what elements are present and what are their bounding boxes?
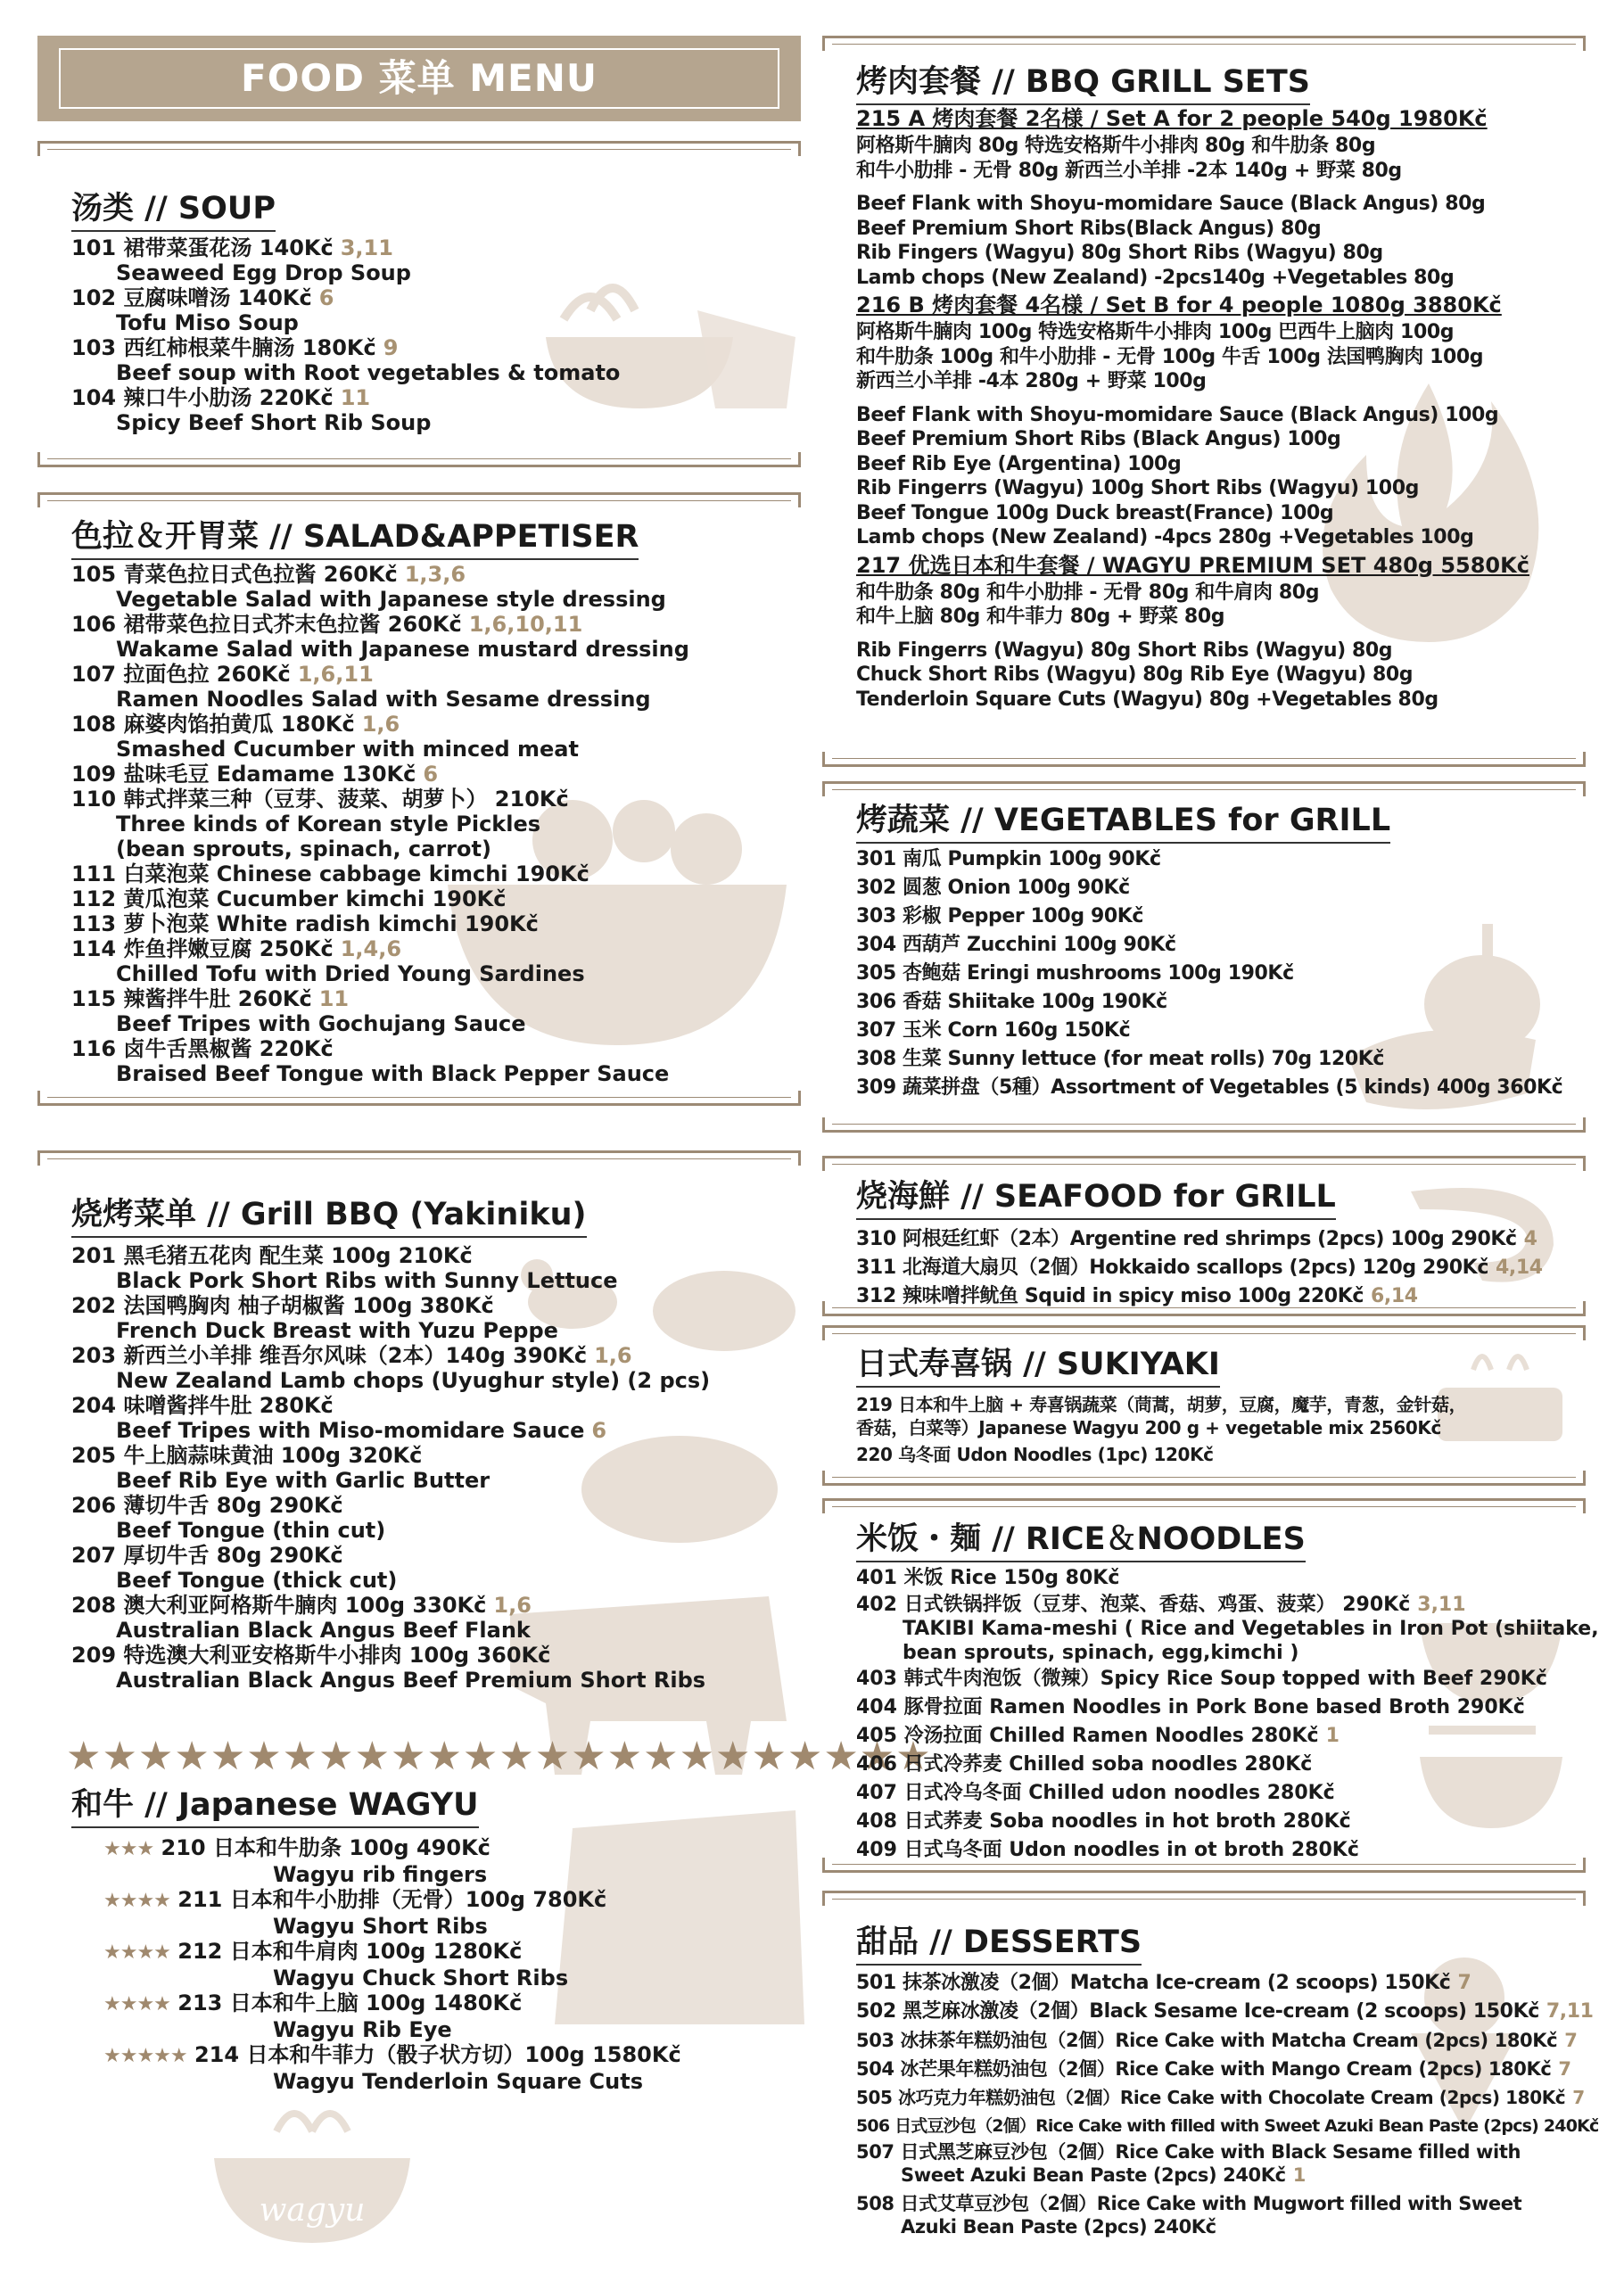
menu-item: 209 特选澳大利亚安格斯牛小排肉 100g 360Kč Australian Black Angus Beef Premium Short Ribs bbox=[71, 1643, 706, 1693]
menu-item: 110 韩式拌菜三种（豆芽、菠菜、胡萝卜） 210Kč Three kinds of Korean style Pickles (bean sprouts, spinach, carrot) bbox=[71, 787, 569, 861]
menu-item: 302 圆葱 Onion 100g 90Kč bbox=[856, 877, 1130, 899]
set-line: Beef Tongue 100g Duck breast(France) 100g bbox=[856, 501, 1334, 524]
rating-stars: ★★★★★ bbox=[103, 2045, 187, 2067]
menu-item: 303 彩椒 Pepper 100g 90Kč bbox=[856, 905, 1144, 927]
sukiyaki-list bbox=[856, 1393, 1568, 1470]
set-line: 和牛肋条 80g 和牛小肋排 - 无骨 80g 和牛肩肉 80g bbox=[856, 581, 1320, 604]
seafood-title: 烧海鮮 // SEAFOOD for GRILL bbox=[856, 1172, 1336, 1220]
menu-item: 204 味噌酱拌牛肚 280Kč Beef Tripes with Miso-momidare Sauce 6 bbox=[71, 1393, 607, 1443]
menu-item: 502 黑芝麻冰激凌（2個）Black Sesame Ice-cream (2 scoops) 150Kč 7,11 bbox=[856, 2000, 1594, 2023]
menu-item: 507 日式黑芝麻豆沙包（2個）Rice Cake with Black Sesame filled with Sweet Azuki Bean Paste (2pcs) 240Kč 1 bbox=[856, 2141, 1521, 2186]
rice-list bbox=[856, 1564, 1599, 1865]
vegetables-list bbox=[856, 845, 1568, 1102]
menu-item: 香菇，白菜等）Japanese Wagyu 200 g + vegetable mix 2560Kč bbox=[856, 1417, 1441, 1438]
set-line: 阿格斯牛腩肉 100g 特选安格斯牛小排肉 100g 巴西牛上脑肉 100g bbox=[856, 321, 1455, 343]
set-line: Rib Fingerrs (Wagyu) 100g Short Ribs (Wagyu) 100g bbox=[856, 477, 1419, 499]
page-title: FOOD 菜单 MENU bbox=[241, 56, 598, 100]
menu-item: ★★★ 210 日本和牛肋条 100g 490Kč Wagyu rib fingers bbox=[103, 1835, 490, 1887]
menu-item: 503 冰抹茶年糕奶油包（2個）Rice Cake with Matcha Cream (2pcs) 180Kč 7 bbox=[856, 2030, 1578, 2051]
rating-stars: ★★★★ bbox=[103, 1941, 170, 1964]
set-line: Rib Fingers (Wagyu) 80g Short Ribs (Wagyu) 80g bbox=[856, 242, 1383, 264]
bbq-sets-list bbox=[856, 103, 1568, 712]
set-line: 和牛肋条 100g 和牛小肋排 - 无骨 100g 牛舌 100g 法国鸭胸肉 100g bbox=[856, 345, 1484, 368]
bbq-sets-section bbox=[822, 36, 1586, 767]
desserts-title: 甜品 // DESSERTS bbox=[856, 1917, 1142, 1966]
set-line: 和牛上脑 80g 和牛菲力 80g + 野菜 80g bbox=[856, 606, 1225, 628]
menu-item: 113 萝卜泡菜 White radish kimchi 190Kč bbox=[71, 911, 539, 936]
soup-list bbox=[71, 235, 783, 435]
menu-item: 508 日式艾草豆沙包（2個）Rice Cake with Mugwort filled with Sweet Azuki Bean Paste (2pcs) 240Kč bbox=[856, 2193, 1522, 2238]
menu-item: 404 豚骨拉面 Ramen Noodles in Pork Bone based Broth 290Kč bbox=[856, 1696, 1525, 1718]
menu-item: 206 薄切牛舌 80g 290Kč Beef Tongue (thin cut) bbox=[71, 1493, 386, 1543]
set-header: 215 A 烤肉套餐 2名様 / Set A for 2 people 540g 1980Kč bbox=[856, 106, 1488, 131]
set-header: 217 优选日本和牛套餐 / WAGYU PREMIUM SET 480g 5580Kč bbox=[856, 552, 1529, 578]
salad-section bbox=[37, 492, 801, 1106]
menu-item: ★★★★★ 214 日本和牛菲力（骰子状方切）100g 1580Kč Wagyu Tenderloin Square Cuts bbox=[103, 2042, 681, 2094]
set-line: 新西兰小羊排 -4本 280g + 野菜 100g bbox=[856, 370, 1207, 392]
menu-item: 504 冰芒果年糕奶油包（2個）Rice Cake with Mango Cream (2pcs) 180Kč 7 bbox=[856, 2058, 1571, 2080]
menu-item: 309 蔬菜拼盘（5種）Assortment of Vegetables (5 kinds) 400g 360Kč bbox=[856, 1076, 1563, 1099]
set-line: Lamb chops (New Zealand) -4pcs 280g +Vegetables 100g bbox=[856, 526, 1474, 548]
menu-item: 107 拉面色拉 260Kč 1,6,11 Ramen Noodles Salad with Sesame dressing bbox=[71, 662, 651, 712]
menu-item: ★★★★ 212 日本和牛肩肉 100g 1280Kč Wagyu Chuck Short Ribs bbox=[103, 1939, 569, 1990]
wagyu-list bbox=[103, 1835, 781, 2094]
menu-item: 115 辣酱拌牛肚 260Kč 11 Beef Tripes with Gochujang Sauce bbox=[71, 986, 526, 1036]
star-divider: ★★★★★★★★★★★★★★★★★★★★★★★★ bbox=[66, 1734, 932, 1779]
rice-section bbox=[822, 1498, 1599, 1873]
menu-item: 114 炸鱼拌嫩豆腐 250Kč 1,4,6 Chilled Tofu with Dried Young Sardines bbox=[71, 936, 585, 986]
rice-title: 米饭・麺 // RICE＆NOODLES bbox=[856, 1514, 1306, 1562]
menu-item: 104 辣口牛小肋汤 220Kč 11 Spicy Beef Short Rib Soup bbox=[71, 385, 432, 435]
set-line: Rib Fingerrs (Wagyu) 80g Short Ribs (Wagyu) 80g bbox=[856, 639, 1393, 662]
menu-item: 307 玉米 Corn 160g 150Kč bbox=[856, 1019, 1131, 1042]
menu-item: 407 日式冷乌冬面 Chilled udon noodles 280Kč bbox=[856, 1782, 1335, 1804]
menu-item: 108 麻婆肉馅拍黄瓜 180Kč 1,6 Smashed Cucumber with minced meat bbox=[71, 712, 579, 762]
menu-item: 311 北海道大扇贝（2個）Hokkaido scallops (2pcs) 120g 290Kč 4,14 bbox=[856, 1257, 1543, 1279]
menu-item: 304 西葫芦 Zucchini 100g 90Kč bbox=[856, 934, 1176, 956]
menu-item: 408 日式荞麦 Soba noodles in hot broth 280Kč bbox=[856, 1810, 1351, 1833]
menu-item: 506 日式豆沙包（2個）Rice Cake with filled with Sweet Azuki Bean Paste (2pcs) 240Kč bbox=[856, 2116, 1599, 2136]
vegetables-title: 烤蔬菜 // VEGETABLES for GRILL bbox=[856, 795, 1390, 844]
soup-title: 汤类 // SOUP bbox=[71, 184, 276, 232]
menu-item: 102 豆腐味噌汤 140Kč 6 Tofu Miso Soup bbox=[71, 285, 334, 335]
set-line: 阿格斯牛腩肉 80g 特选安格斯牛小排肉 80g 和牛肋条 80g bbox=[856, 135, 1376, 157]
menu-item: 105 青菜色拉日式色拉酱 260Kč 1,3,6 Vegetable Salad with Japanese style dressing bbox=[71, 562, 666, 612]
set-line: Beef Premium Short Ribs(Black Angus) 80g bbox=[856, 217, 1322, 240]
grill-title: 烧烤菜单 // Grill BBQ (Yakiniku) bbox=[71, 1190, 587, 1238]
bbq-sets-title: 烤肉套餐 // BBQ GRILL SETS bbox=[856, 57, 1310, 105]
set-line: Tenderloin Square Cuts (Wagyu) 80g +Vegetables 80g bbox=[856, 688, 1439, 711]
vegetables-section bbox=[822, 781, 1586, 1133]
seafood-list bbox=[856, 1225, 1568, 1311]
set-line: Beef Rib Eye (Argentina) 100g bbox=[856, 452, 1182, 475]
menu-item: 402 日式铁锅拌饭（豆芽、泡菜、香菇、鸡蛋、菠菜） 290Kč 3,11 TAKIBI Kama-meshi ( Rice and Vegetables in Iron Pot (shiitake, bean sprouts, spinach, egg,kimchi ) bbox=[856, 1594, 1599, 1664]
menu-item: 219 日本和牛上脑 + 寿喜锅蔬菜（茼蒿，胡萝，豆腐，魔芋，青葱，金针菇， bbox=[856, 1394, 1467, 1415]
menu-item: 405 冷汤拉面 Chilled Ramen Noodles 280Kč 1 bbox=[856, 1725, 1340, 1747]
menu-item: 306 香菇 Shiitake 100g 190Kč bbox=[856, 991, 1167, 1013]
menu-item: 301 南瓜 Pumpkin 100g 90Kč bbox=[856, 848, 1161, 870]
menu-item: 208 澳大利亚阿格斯牛腩肉 100g 330Kč 1,6 Australian Black Angus Beef Flank bbox=[71, 1593, 532, 1643]
menu-item: 505 冰巧克力年糕奶油包（2個）Rice Cake with Chocolate Cream (2pcs) 180Kč 7 bbox=[856, 2087, 1585, 2108]
grill-list bbox=[71, 1243, 783, 1693]
menu-item: 101 裙带菜蛋花汤 140Kč 3,11 Seaweed Egg Drop Soup bbox=[71, 235, 411, 285]
desserts-list bbox=[856, 1969, 1599, 2238]
desserts-section bbox=[822, 1891, 1599, 2265]
wagyu-bowl-icon bbox=[205, 2096, 419, 2247]
menu-item: 106 裙带菜色拉日式芥末色拉酱 260Kč 1,6,10,11 Wakame Salad with Japanese mustard dressing bbox=[71, 612, 689, 662]
menu-item: 116 卤牛舌黑椒酱 220Kč Braised Beef Tongue with Black Pepper Sauce bbox=[71, 1036, 670, 1086]
set-line: Lamb chops (New Zealand) -2pcs140g +Vegetables 80g bbox=[856, 266, 1455, 289]
menu-item: 312 辣味噌拌鱿鱼 Squid in spicy miso 100g 220Kč 6,14 bbox=[856, 1285, 1418, 1307]
menu-item: 112 黄瓜泡菜 Cucumber kimchi 190Kč bbox=[71, 886, 507, 911]
menu-item: 403 韩式牛肉泡饭（微辣）Spicy Rice Soup topped with Beef 290Kč bbox=[856, 1668, 1547, 1690]
menu-item: 207 厚切牛舌 80g 290Kč Beef Tongue (thick cut) bbox=[71, 1543, 398, 1593]
sukiyaki-section bbox=[822, 1325, 1586, 1486]
menu-item: 111 白菜泡菜 Chinese cabbage kimchi 190Kč bbox=[71, 861, 589, 886]
soup-section bbox=[37, 141, 801, 467]
menu-item: 310 阿根廷红虾（2本）Argentine red shrimps (2pcs) 100g 290Kč 4 bbox=[856, 1228, 1537, 1250]
rating-stars: ★★★★ bbox=[103, 1890, 170, 1912]
set-header: 216 B 烤肉套餐 4名様 / Set B for 4 people 1080g 3880Kč bbox=[856, 293, 1502, 317]
menu-item: 220 乌冬面 Udon Noodles (1pc) 120Kč bbox=[856, 1444, 1214, 1465]
menu-item: 109 盐味毛豆 Edamame 130Kč 6 bbox=[71, 762, 439, 787]
set-line: Beef Flank with Shoyu-momidare Sauce (Black Angus) 80g bbox=[856, 193, 1486, 215]
wagyu-bowl-label: wagyu bbox=[259, 2192, 366, 2229]
set-line: 和牛小肋排 - 无骨 80g 新西兰小羊排 -2本 140g + 野菜 80g bbox=[856, 159, 1402, 182]
menu-item: 305 杏鲍菇 Eringi mushrooms 100g 190Kč bbox=[856, 962, 1294, 985]
sukiyaki-title: 日式寿喜锅 // SUKIYAKI bbox=[856, 1339, 1220, 1388]
set-line: Chuck Short Ribs (Wagyu) 80g Rib Eye (Wagyu) 80g bbox=[856, 663, 1414, 686]
menu-item: 103 西红柿根菜牛腩汤 180Kč 9 Beef soup with Root vegetables & tomato bbox=[71, 335, 621, 385]
menu-item: 205 牛上脑蒜味黄油 100g 320Kč Beef Rib Eye with Garlic Butter bbox=[71, 1443, 490, 1493]
menu-item: 409 日式乌冬面 Udon noodles in ot broth 280Kč bbox=[856, 1839, 1359, 1861]
menu-item: ★★★★ 213 日本和牛上脑 100g 1480Kč Wagyu Rib Eye bbox=[103, 1990, 523, 2042]
salad-title: 色拉＆开胃菜 // SALAD&APPETISER bbox=[71, 512, 639, 560]
rating-stars: ★★★ bbox=[103, 1838, 154, 1860]
menu-item: 203 新西兰小羊排 维吾尔风味（2本）140g 390Kč 1,6 New Zealand Lamb chops (Uyughur style) (2 pcs) bbox=[71, 1343, 711, 1393]
seafood-section bbox=[822, 1156, 1586, 1316]
set-line: Beef Premium Short Ribs (Black Angus) 100g bbox=[856, 428, 1341, 450]
menu-item: ★★★★ 211 日本和牛小肋排（无骨）100g 780Kč Wagyu Short Ribs bbox=[103, 1887, 607, 1939]
menu-item: 308 生菜 Sunny lettuce (for meat rolls) 70g 120Kč bbox=[856, 1048, 1385, 1070]
salad-list bbox=[71, 562, 783, 1086]
menu-item: 201 黑毛猪五花肉 配生菜 100g 210Kč Black Pork Short Ribs with Sunny Lettuce bbox=[71, 1243, 618, 1293]
menu-item: 401 米饭 Rice 150g 80Kč bbox=[856, 1567, 1120, 1589]
menu-item: 501 抹茶冰激凌（2個）Matcha Ice-cream (2 scoops) 150Kč 7 bbox=[856, 1972, 1471, 1994]
set-line: Beef Flank with Shoyu-momidare Sauce (Black Angus) 100g bbox=[856, 403, 1499, 426]
wagyu-title: 和牛 // Japanese WAGYU bbox=[71, 1780, 479, 1828]
menu-item: 406 日式冷荞麦 Chilled soba noodles 280Kč bbox=[856, 1753, 1313, 1776]
rating-stars: ★★★★ bbox=[103, 1993, 170, 2015]
menu-item: 202 法国鸭胸肉 柚子胡椒酱 100g 380Kč French Duck Breast with Yuzu Peppe bbox=[71, 1293, 558, 1343]
